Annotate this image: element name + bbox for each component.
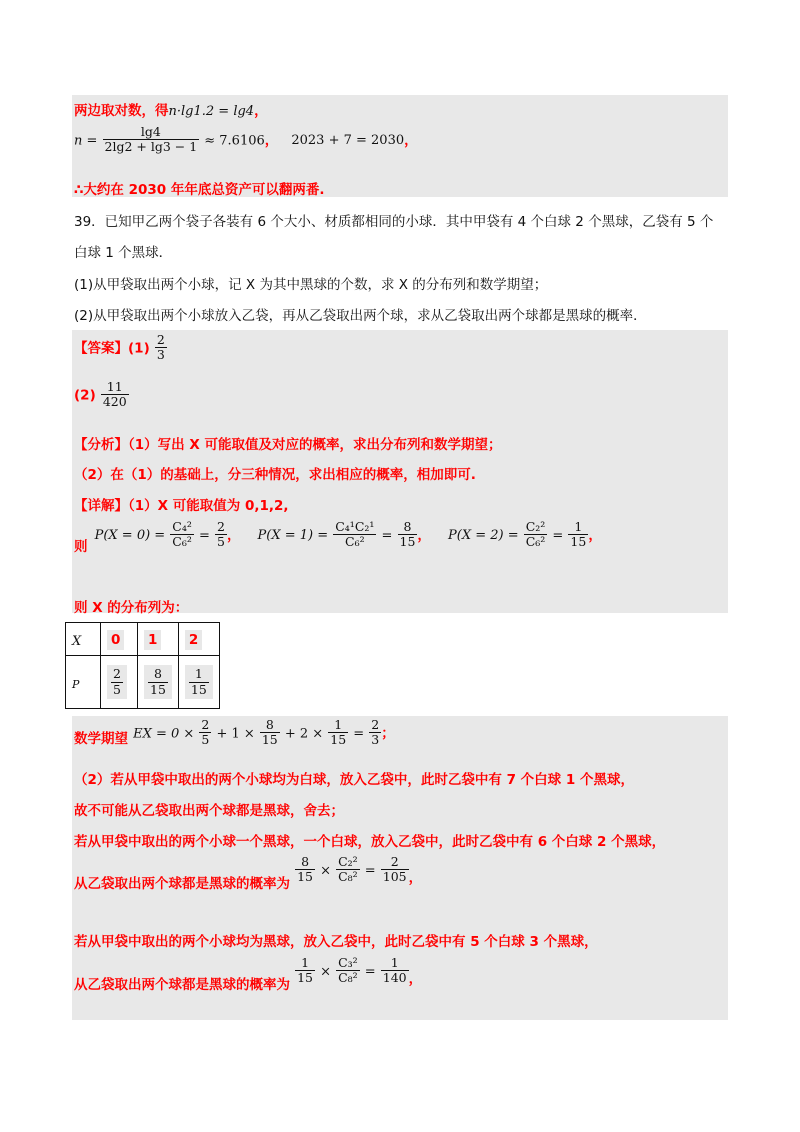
part2-line-3: 若从甲袋中取出的两个小球一个黑球，一个白球，放入乙袋中，此时乙袋中有 6 个白球 2 个黑球， — [74, 834, 666, 850]
frac-num: 8 — [260, 718, 280, 733]
table-cell — [101, 656, 138, 709]
frac — [336, 956, 360, 986]
frac-den: 5 — [216, 534, 225, 550]
frac-den: 105 — [382, 869, 407, 885]
frac-den: C₆² — [345, 534, 365, 550]
table-header-cell — [66, 656, 101, 709]
frac-num: 2 — [216, 519, 225, 534]
times: × — [320, 964, 331, 980]
log-step-text: 两边取对数，得 — [74, 103, 169, 119]
frac-num: C₂² — [338, 854, 358, 869]
expectation-label: 数学期望 — [74, 731, 128, 748]
frac-den: 3 — [156, 347, 165, 363]
part2-line-5: 若从甲袋中取出的两个小球均为黑球，放入乙袋中，此时乙袋中有 5 个白球 3 个黑球， — [74, 934, 598, 950]
frac-den: 15 — [261, 732, 278, 748]
frac-num: C₄¹C₂¹ — [335, 519, 375, 534]
table-cell — [178, 623, 219, 656]
frac-num: 1 — [568, 520, 588, 535]
p-symbol: P — [72, 677, 80, 691]
frac-num: 1 — [295, 956, 315, 971]
n-lhs: n = — [74, 133, 98, 149]
n-formula-line — [74, 125, 418, 155]
table-row — [66, 623, 220, 656]
frac — [199, 718, 211, 748]
table-header-cell — [66, 623, 101, 656]
frac-num: 2 — [201, 717, 210, 732]
equals: = — [364, 863, 376, 879]
frac-num: C₂² — [525, 519, 546, 534]
times: × — [320, 863, 331, 879]
p2-lhs: P(X = 2) = — [448, 528, 519, 544]
part2-line-6 — [74, 955, 423, 994]
frac — [369, 718, 381, 748]
frac-den: 15 — [399, 534, 416, 550]
p0-lhs: P(X = 0) = — [94, 528, 166, 544]
question-1: (1)从甲袋取出两个小球，记 X 为其中黑球的个数，求 X 的分布列和数学期望； — [74, 277, 548, 293]
detail-line-1: 【详解】（1）X 可能取值为 0,1,2, — [74, 498, 289, 514]
frac-num: 2 — [113, 666, 121, 682]
frac — [381, 855, 409, 885]
log-step-line — [74, 99, 268, 119]
frac — [260, 718, 280, 748]
frac-num: 8 — [398, 520, 418, 535]
punct: ， — [254, 103, 268, 119]
part2-line-2: 故不可能从乙袋取出两个球都是黑球，舍去； — [74, 803, 344, 819]
question-2: (2)从甲袋取出两个小球放入乙袋，再从乙袋取出两个球，求从乙袋取出两个球都是黑球的概率． — [74, 308, 647, 324]
table-cell — [178, 656, 219, 709]
frac-num: 8 — [148, 667, 168, 682]
p2-fraction — [568, 520, 588, 550]
expectation-lhs: EX = 0 × — [133, 726, 195, 742]
equals: = — [353, 726, 365, 742]
frac — [295, 956, 315, 986]
answer-label: 【答案】(1) — [74, 340, 150, 357]
frac-num: 2 — [156, 332, 165, 347]
problem-line-2: 白球 1 个黑球． — [74, 245, 173, 261]
frac-den: 15 — [150, 681, 166, 697]
punct: ， — [264, 132, 279, 149]
frac-num: 8 — [295, 855, 315, 870]
p0-comb-fraction — [170, 520, 194, 550]
frac-den: 15 — [570, 534, 587, 550]
analysis-line-1: 【分析】（1）写出 X 可能取值及对应的概率，求出分布列和数学期望； — [74, 437, 502, 453]
table-cell — [101, 623, 138, 656]
x-value: 2 — [185, 630, 202, 650]
equals: = — [552, 528, 564, 544]
answer-line-2 — [74, 380, 129, 410]
n-frac-den: 2lg2 + lg3 − 1 — [104, 139, 198, 155]
x-value: 0 — [107, 630, 124, 650]
answer-2-label: (2) — [74, 387, 96, 404]
frac-den: C₆² — [172, 534, 192, 550]
punct: ； — [381, 725, 395, 742]
frac-num: 1 — [328, 718, 348, 733]
frac-num: 2 — [381, 855, 409, 870]
prob-text: 从乙袋取出两个球都是黑球的概率为 — [74, 977, 290, 994]
equals: = — [198, 528, 210, 544]
frac-num: 1 — [189, 667, 209, 682]
frac-den: 15 — [297, 970, 313, 986]
table-row — [66, 656, 220, 709]
table-cell — [138, 623, 179, 656]
ze-label: 则 — [74, 539, 88, 556]
answer-1-fraction — [155, 333, 167, 363]
frac-num: 11 — [101, 380, 129, 395]
prob-text: 从乙袋取出两个球都是黑球的概率为 — [74, 876, 290, 893]
analysis-line-2: （2）在（1）的基础上，分三种情况，求出相应的概率，相加即可. — [74, 467, 476, 483]
frac-den: C₈² — [338, 970, 358, 986]
p1-lhs: P(X = 1) = — [257, 528, 329, 544]
frac-den: 15 — [297, 869, 313, 885]
frac-num: C₃² — [338, 955, 358, 970]
equals: = — [381, 528, 393, 544]
frac-den: 3 — [371, 732, 380, 748]
p2-comb-fraction — [524, 520, 548, 550]
frac — [381, 956, 409, 986]
equals: = — [364, 964, 376, 980]
distribution-table — [65, 622, 220, 709]
punct: ， — [408, 971, 423, 988]
part2-line-4 — [74, 854, 423, 893]
operator: + 2 × — [284, 726, 324, 742]
punct: ， — [588, 527, 602, 544]
frac-num: C₄² — [172, 519, 192, 534]
frac-den: C₆² — [525, 534, 546, 550]
punct: ， — [226, 527, 241, 544]
n-frac-num: lg4 — [103, 125, 200, 140]
punct: ， — [404, 132, 418, 149]
frac-den: 140 — [382, 970, 407, 986]
frac-num: 1 — [381, 956, 409, 971]
frac-den: 420 — [102, 394, 127, 410]
n-approx: ≈ 7.6106 — [204, 133, 265, 149]
frac-den: C₈² — [338, 869, 358, 885]
frac-den: 5 — [201, 732, 210, 748]
frac-den: 15 — [330, 732, 347, 748]
answer-line-1 — [74, 333, 167, 363]
conclusion-line: ∴大约在 2030 年年底总资产可以翻两番. — [74, 182, 325, 198]
operator: + 1 × — [216, 726, 255, 742]
table-cell — [138, 656, 179, 709]
expectation-line — [74, 718, 395, 748]
frac — [295, 855, 315, 885]
frac — [336, 855, 360, 885]
p0-fraction — [215, 520, 227, 550]
frac — [328, 718, 348, 748]
probability-line — [74, 519, 602, 556]
punct: ， — [408, 870, 423, 887]
part2-line-1: （2）若从甲袋中取出的两个小球均为白球，放入乙袋中，此时乙袋中有 7 个白球 1 个黑球， — [74, 772, 634, 788]
p-fraction — [189, 667, 209, 697]
x-symbol: X — [72, 633, 82, 649]
dist-title: 则 X 的分布列为： — [74, 600, 189, 616]
frac-den: 5 — [113, 681, 121, 697]
answer-2-fraction — [101, 380, 129, 410]
p1-fraction — [398, 520, 418, 550]
problem-line-1: 39．已知甲乙两个袋子各装有 6 个大小、材质都相同的小球．其中甲袋有 4 个白球 2 个黑球，乙袋有 5 个 — [74, 214, 714, 230]
frac-den: 15 — [190, 681, 207, 697]
punct: ， — [417, 527, 431, 544]
log-equation: n·lg1.2 = lg4 — [168, 104, 255, 119]
p-fraction — [148, 667, 168, 697]
p1-comb-fraction — [333, 520, 376, 550]
x-value: 1 — [144, 630, 161, 650]
p-fraction — [111, 667, 123, 697]
frac-num: 2 — [371, 717, 380, 732]
n-fraction — [103, 125, 200, 155]
year-expr: 2023 + 7 = 2030 — [291, 133, 405, 149]
